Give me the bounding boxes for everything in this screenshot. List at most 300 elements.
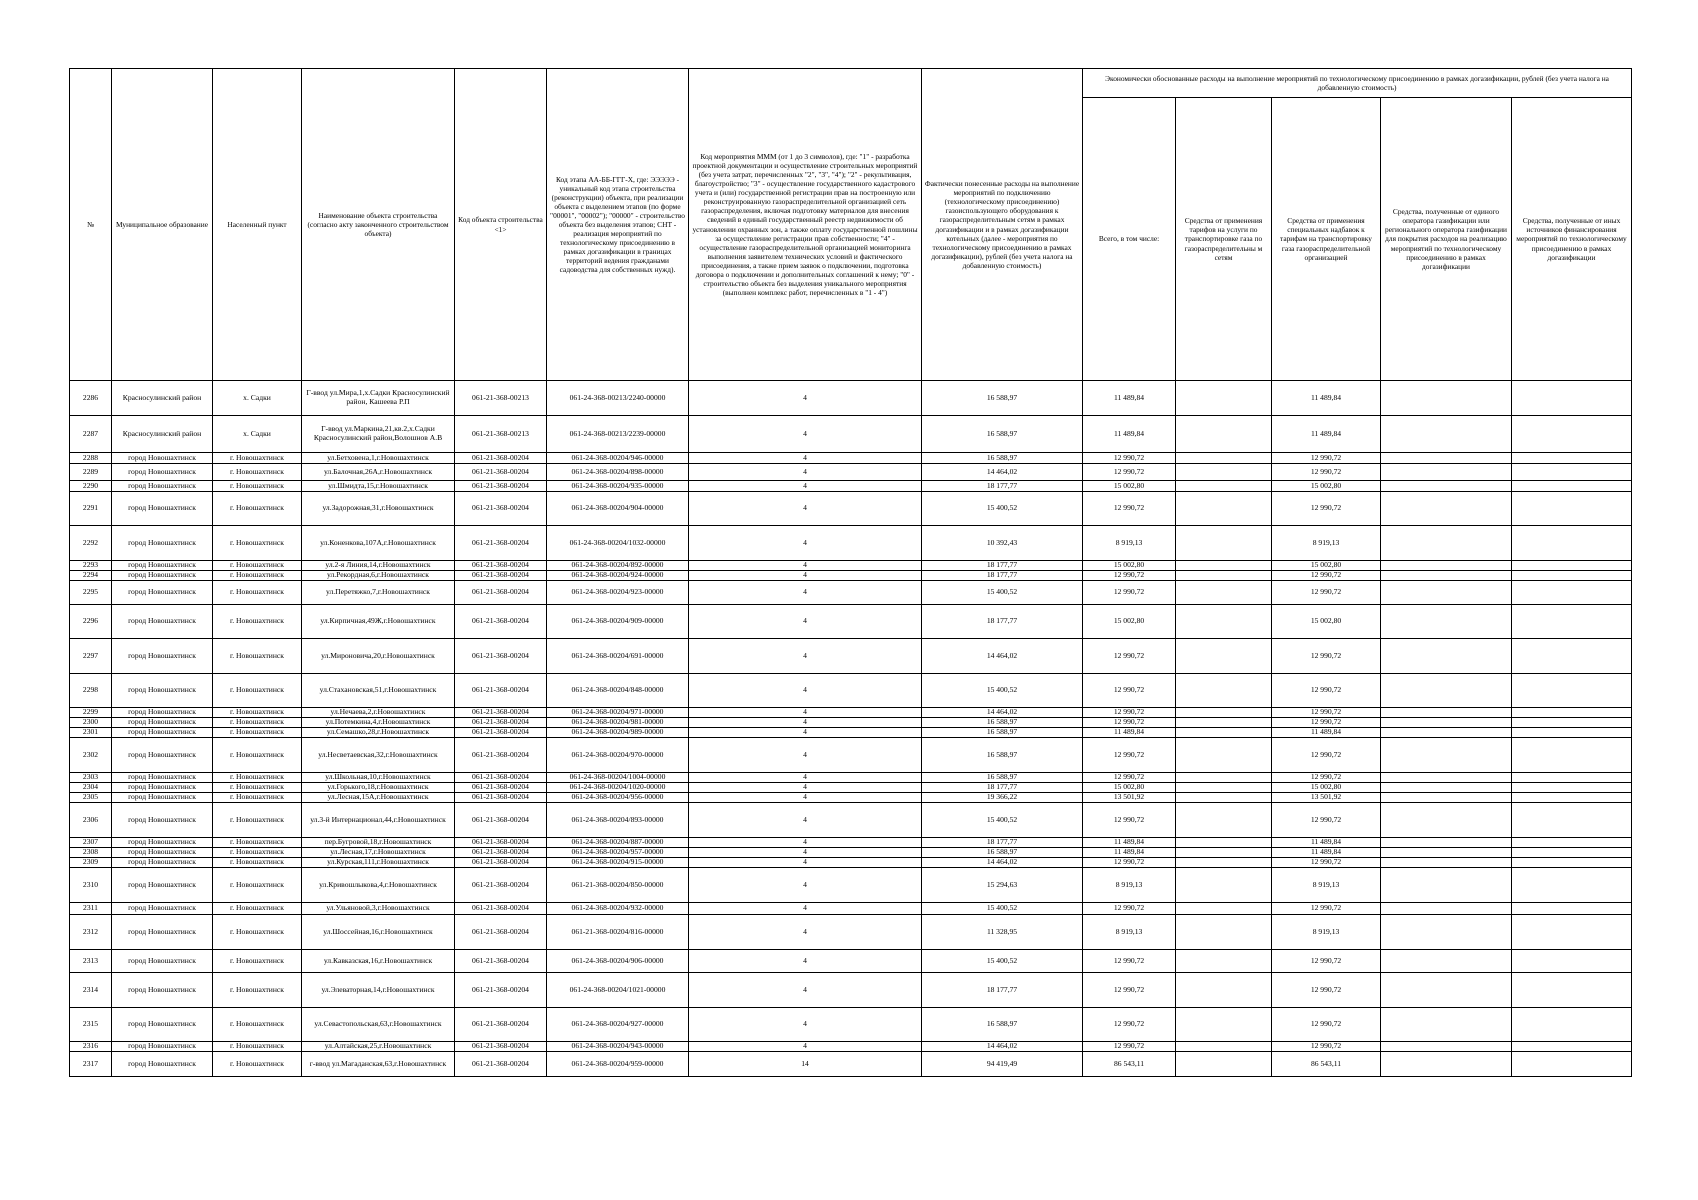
- row-single-operator: [1381, 718, 1512, 728]
- row-object-code: 061-21-368-00204: [455, 1052, 547, 1077]
- row-object-code: 061-21-368-00204: [455, 915, 547, 950]
- row-stage-code: 061-24-368-00204/970-00000: [547, 738, 689, 773]
- row-settlement: г. Новошахтинск: [213, 1008, 302, 1042]
- row-event-code: 4: [689, 848, 922, 858]
- row-other-sources: [1512, 903, 1632, 915]
- row-municipality: Красносулинский район: [112, 416, 213, 453]
- row-single-operator: [1381, 728, 1512, 738]
- row-tariff-transport: [1176, 838, 1272, 848]
- row-special-surcharge: 86 543,11: [1272, 1052, 1381, 1077]
- row-object-name: ул.Нечаева,2,г.Новошахтинск: [302, 708, 455, 718]
- row-settlement: г. Новошахтинск: [213, 950, 302, 973]
- table-row: [70, 738, 1632, 773]
- row-actual-costs: 16 588,97: [922, 773, 1083, 783]
- row-municipality: город Новошахтинск: [112, 950, 213, 973]
- row-actual-costs: 18 177,77: [922, 973, 1083, 1008]
- row-municipality: город Новошахтинск: [112, 738, 213, 773]
- row-object-code: 061-21-368-00204: [455, 973, 547, 1008]
- header-other-sources: Средства, полученные от иных источников финансирования мероприятий по технологическому присоединению в рамках догазификации: [1512, 98, 1632, 381]
- row-event-code: 4: [689, 492, 922, 526]
- row-settlement: г. Новошахтинск: [213, 728, 302, 738]
- row-object-name: пер.Бугровой,18,г.Новошахтинск: [302, 838, 455, 848]
- row-other-sources: [1512, 738, 1632, 773]
- row-object-name: ул.Балочная,26А,г.Новошахтинск: [302, 464, 455, 481]
- row-object-name: ул.Кривошлыкова,4,г.Новошахтинск: [302, 868, 455, 903]
- row-stage-code: 061-21-368-00204/816-00000: [547, 915, 689, 950]
- table-row: [70, 453, 1632, 464]
- row-num: 2296: [70, 605, 112, 639]
- table-row: [70, 1008, 1632, 1042]
- row-special-surcharge: 12 990,72: [1272, 453, 1381, 464]
- row-municipality: город Новошахтинск: [112, 868, 213, 903]
- row-event-code: 4: [689, 903, 922, 915]
- row-object-code: 061-21-368-00204: [455, 708, 547, 718]
- row-total: 12 990,72: [1083, 903, 1176, 915]
- row-num: 2302: [70, 738, 112, 773]
- row-total: 12 990,72: [1083, 674, 1176, 708]
- row-other-sources: [1512, 581, 1632, 605]
- header-object-code: Код объекта строительства <1>: [455, 69, 547, 381]
- row-stage-code: 061-24-368-00204/892-00000: [547, 561, 689, 571]
- row-num: 2288: [70, 453, 112, 464]
- row-object-name: ул.Мироновича,20,г.Новошахтинск: [302, 639, 455, 674]
- row-actual-costs: 18 177,77: [922, 561, 1083, 571]
- row-object-code: 061-21-368-00204: [455, 581, 547, 605]
- row-object-name: ул.Перетяжко,7,г.Новошахтинск: [302, 581, 455, 605]
- row-stage-code: 061-24-368-00204/932-00000: [547, 903, 689, 915]
- row-num: 2299: [70, 708, 112, 718]
- row-object-code: 061-21-368-00204: [455, 738, 547, 773]
- row-single-operator: [1381, 903, 1512, 915]
- row-single-operator: [1381, 561, 1512, 571]
- row-settlement: г. Новошахтинск: [213, 773, 302, 783]
- row-tariff-transport: [1176, 708, 1272, 718]
- row-special-surcharge: 11 489,84: [1272, 838, 1381, 848]
- row-special-surcharge: 8 919,13: [1272, 526, 1381, 561]
- row-tariff-transport: [1176, 858, 1272, 868]
- row-municipality: город Новошахтинск: [112, 858, 213, 868]
- row-num: 2312: [70, 915, 112, 950]
- row-municipality: город Новошахтинск: [112, 571, 213, 581]
- row-special-surcharge: 12 990,72: [1272, 718, 1381, 728]
- row-municipality: город Новошахтинск: [112, 1042, 213, 1052]
- row-num: 2313: [70, 950, 112, 973]
- table-row: [70, 492, 1632, 526]
- row-municipality: город Новошахтинск: [112, 728, 213, 738]
- row-single-operator: [1381, 738, 1512, 773]
- header-stage-code: Код этапа АА-ББ-ГГГ-Х, где: ЭЭЭЭЭ - уникальный код этапа строительства (реконструкции) объекта, при реализации объекта с выделением этапов (по форме "00001", "00002"); "00000" - строительство объекта без выделения этапов; СНТ - реализация мероприятий по технологическому присоединению в рамках догазификации в границах территорий ведения гражданами садоводства для собственных нужд).: [547, 69, 689, 381]
- row-single-operator: [1381, 674, 1512, 708]
- row-object-name: ул.Коненкова,107А,г.Новошахтинск: [302, 526, 455, 561]
- row-event-code: 14: [689, 1052, 922, 1077]
- row-municipality: город Новошахтинск: [112, 581, 213, 605]
- table-row: [70, 581, 1632, 605]
- row-special-surcharge: 12 990,72: [1272, 708, 1381, 718]
- row-object-name: ул.Лесная,15А,г.Новошахтинск: [302, 793, 455, 803]
- row-municipality: город Новошахтинск: [112, 848, 213, 858]
- row-stage-code: 061-24-368-00204/923-00000: [547, 581, 689, 605]
- table-row: [70, 783, 1632, 793]
- row-total: 12 990,72: [1083, 773, 1176, 783]
- row-tariff-transport: [1176, 464, 1272, 481]
- row-total: 8 919,13: [1083, 868, 1176, 903]
- row-municipality: город Новошахтинск: [112, 526, 213, 561]
- row-single-operator: [1381, 481, 1512, 492]
- row-settlement: г. Новошахтинск: [213, 639, 302, 674]
- row-object-name: ул.Рекордная,6,г.Новошахтинск: [302, 571, 455, 581]
- row-object-code: 061-21-368-00204: [455, 728, 547, 738]
- row-special-surcharge: 12 990,72: [1272, 903, 1381, 915]
- row-special-surcharge: 8 919,13: [1272, 868, 1381, 903]
- row-single-operator: [1381, 950, 1512, 973]
- row-other-sources: [1512, 793, 1632, 803]
- row-object-name: ул.Семашко,28,г.Новошахтинск: [302, 728, 455, 738]
- row-settlement: г. Новошахтинск: [213, 783, 302, 793]
- row-municipality: город Новошахтинск: [112, 561, 213, 571]
- row-actual-costs: 15 400,52: [922, 674, 1083, 708]
- row-settlement: г. Новошахтинск: [213, 561, 302, 571]
- row-actual-costs: 16 588,97: [922, 848, 1083, 858]
- header-special-surcharge: Средства от применения специальных надбавок к тарифам на транспортировку газа газораспределительной организацией: [1272, 98, 1381, 381]
- row-event-code: 4: [689, 526, 922, 561]
- row-other-sources: [1512, 868, 1632, 903]
- table-body: [70, 381, 1632, 1077]
- row-object-name: ул.Горького,18,г.Новошахтинск: [302, 783, 455, 793]
- header-total: Всего, в том числе:: [1083, 98, 1176, 381]
- row-total: 15 002,80: [1083, 481, 1176, 492]
- row-single-operator: [1381, 773, 1512, 783]
- row-object-code: 061-21-368-00204: [455, 783, 547, 793]
- row-municipality: город Новошахтинск: [112, 605, 213, 639]
- row-single-operator: [1381, 571, 1512, 581]
- row-tariff-transport: [1176, 1042, 1272, 1052]
- row-object-name: ул.Потемкина,4,г.Новошахтинск: [302, 718, 455, 728]
- row-event-code: 4: [689, 464, 922, 481]
- row-municipality: город Новошахтинск: [112, 674, 213, 708]
- row-event-code: 4: [689, 708, 922, 718]
- row-special-surcharge: 15 002,80: [1272, 605, 1381, 639]
- row-tariff-transport: [1176, 581, 1272, 605]
- row-actual-costs: 18 177,77: [922, 838, 1083, 848]
- row-settlement: х. Садки: [213, 416, 302, 453]
- row-other-sources: [1512, 1052, 1632, 1077]
- row-special-surcharge: 12 990,72: [1272, 674, 1381, 708]
- row-stage-code: 061-24-368-00204/893-00000: [547, 803, 689, 838]
- row-actual-costs: 19 366,22: [922, 793, 1083, 803]
- row-other-sources: [1512, 464, 1632, 481]
- row-num: 2289: [70, 464, 112, 481]
- row-special-surcharge: 12 990,72: [1272, 492, 1381, 526]
- row-actual-costs: 10 392,43: [922, 526, 1083, 561]
- row-object-code: 061-21-368-00204: [455, 1008, 547, 1042]
- row-num: 2314: [70, 973, 112, 1008]
- row-total: 13 501,92: [1083, 793, 1176, 803]
- row-tariff-transport: [1176, 915, 1272, 950]
- row-object-name: ул.Шмидта,15,г.Новошахтинск: [302, 481, 455, 492]
- row-actual-costs: 14 464,02: [922, 464, 1083, 481]
- row-special-surcharge: 12 990,72: [1272, 639, 1381, 674]
- row-settlement: г. Новошахтинск: [213, 858, 302, 868]
- row-other-sources: [1512, 571, 1632, 581]
- row-object-name: Г-ввод ул.Маркина,21,кв.2,х.Садки Красносулинский район,Волошнов А.В: [302, 416, 455, 453]
- row-settlement: г. Новошахтинск: [213, 526, 302, 561]
- row-tariff-transport: [1176, 381, 1272, 416]
- row-num: 2317: [70, 1052, 112, 1077]
- table-row: [70, 973, 1632, 1008]
- row-municipality: город Новошахтинск: [112, 773, 213, 783]
- row-actual-costs: 15 400,52: [922, 581, 1083, 605]
- row-settlement: г. Новошахтинск: [213, 1052, 302, 1077]
- row-settlement: г. Новошахтинск: [213, 464, 302, 481]
- row-single-operator: [1381, 581, 1512, 605]
- row-total: 12 990,72: [1083, 571, 1176, 581]
- row-tariff-transport: [1176, 848, 1272, 858]
- row-event-code: 4: [689, 581, 922, 605]
- row-tariff-transport: [1176, 718, 1272, 728]
- row-total: 15 002,80: [1083, 605, 1176, 639]
- row-object-code: 061-21-368-00204: [455, 561, 547, 571]
- row-tariff-transport: [1176, 738, 1272, 773]
- row-event-code: 4: [689, 639, 922, 674]
- row-stage-code: 061-24-368-00204/1021-00000: [547, 973, 689, 1008]
- row-num: 2292: [70, 526, 112, 561]
- header-event-code: Код мероприятия МММ (от 1 до 3 символов), где: "1" - разработка проектной документации и осуществление строительных мероприятий (без учета затрат, перечисленных "2", "3", "4"); "2" - рекультивация, благоустройство; "3" - осуществление государственного кадастрового учета и (или) государственной регистрации прав на построенную или реконструированную газораспределительной организацией сеть газораспределения, включая подготовку материалов для внесения сведений в единый государственный реестр недвижимости об установлении охранных зон, а также оплату государственной пошлины за осуществление регистрации прав собственности; "4" - осуществление газораспределительной организацией мониторинга выполнения заявителем технических условий и фактического присоединения, а также прием заявок о подключении, подготовка договора о подключении и дополнительных соглашений к нему; "0" - строительство объекта без выделения уникального мероприятия (выполнен комплекс работ, перечисленных в "1 - 4"): [689, 69, 922, 381]
- row-municipality: город Новошахтинск: [112, 783, 213, 793]
- row-actual-costs: 16 588,97: [922, 416, 1083, 453]
- row-stage-code: 061-24-368-00204/971-00000: [547, 708, 689, 718]
- table-row: [70, 793, 1632, 803]
- header-municipality: Муниципальное образование: [112, 69, 213, 381]
- row-other-sources: [1512, 481, 1632, 492]
- row-num: 2301: [70, 728, 112, 738]
- row-municipality: город Новошахтинск: [112, 453, 213, 464]
- row-total: 86 543,11: [1083, 1052, 1176, 1077]
- row-other-sources: [1512, 492, 1632, 526]
- row-event-code: 4: [689, 674, 922, 708]
- row-num: 2309: [70, 858, 112, 868]
- table-row: [70, 605, 1632, 639]
- row-stage-code: 061-24-368-00204/935-00000: [547, 481, 689, 492]
- table-row: [70, 674, 1632, 708]
- row-stage-code: 061-24-368-00204/898-00000: [547, 464, 689, 481]
- row-settlement: г. Новошахтинск: [213, 581, 302, 605]
- row-actual-costs: 14 464,02: [922, 708, 1083, 718]
- row-total: 11 489,84: [1083, 838, 1176, 848]
- row-settlement: г. Новошахтинск: [213, 481, 302, 492]
- table-row: [70, 868, 1632, 903]
- row-object-name: ул.3-й Интернационал,44,г.Новошахтинск: [302, 803, 455, 838]
- row-event-code: 4: [689, 973, 922, 1008]
- row-actual-costs: 18 177,77: [922, 571, 1083, 581]
- row-num: 2308: [70, 848, 112, 858]
- row-stage-code: 061-24-368-00204/989-00000: [547, 728, 689, 738]
- row-stage-code: 061-24-368-00204/915-00000: [547, 858, 689, 868]
- row-other-sources: [1512, 915, 1632, 950]
- row-tariff-transport: [1176, 416, 1272, 453]
- row-object-name: ул.Севастопольская,63,г.Новошахтинск: [302, 1008, 455, 1042]
- row-num: 2287: [70, 416, 112, 453]
- row-single-operator: [1381, 708, 1512, 718]
- row-settlement: г. Новошахтинск: [213, 738, 302, 773]
- row-total: 12 990,72: [1083, 1042, 1176, 1052]
- row-stage-code: 061-24-368-00204/909-00000: [547, 605, 689, 639]
- row-object-name: ул.Элеваторная,14,г.Новошахтинск: [302, 973, 455, 1008]
- row-special-surcharge: 12 990,72: [1272, 973, 1381, 1008]
- row-other-sources: [1512, 838, 1632, 848]
- row-municipality: город Новошахтинск: [112, 708, 213, 718]
- row-tariff-transport: [1176, 903, 1272, 915]
- row-single-operator: [1381, 838, 1512, 848]
- row-tariff-transport: [1176, 803, 1272, 838]
- row-special-surcharge: 15 002,80: [1272, 783, 1381, 793]
- row-other-sources: [1512, 639, 1632, 674]
- row-other-sources: [1512, 783, 1632, 793]
- header-single-operator: Средства, полученные от единого оператора газификации или регионального оператора газификации для покрытия расходов на реализацию мероприятий по технологическому присоединению в рамках догазификации: [1381, 98, 1512, 381]
- row-object-code: 061-21-368-00204: [455, 950, 547, 973]
- row-total: 12 990,72: [1083, 1008, 1176, 1042]
- row-other-sources: [1512, 453, 1632, 464]
- row-tariff-transport: [1176, 728, 1272, 738]
- table-row: [70, 526, 1632, 561]
- row-stage-code: 061-24-368-00204/1032-00000: [547, 526, 689, 561]
- row-settlement: г. Новошахтинск: [213, 793, 302, 803]
- row-object-code: 061-21-368-00204: [455, 803, 547, 838]
- row-object-name: ул.Бетховена,1,г.Новошахтинск: [302, 453, 455, 464]
- row-actual-costs: 15 400,52: [922, 950, 1083, 973]
- table-row: [70, 416, 1632, 453]
- table-row: [70, 481, 1632, 492]
- row-object-name: ул.Кавказская,16,г.Новошахтинск: [302, 950, 455, 973]
- row-stage-code: 061-24-368-00204/904-00000: [547, 492, 689, 526]
- row-actual-costs: 18 177,77: [922, 481, 1083, 492]
- row-total: 12 990,72: [1083, 738, 1176, 773]
- row-object-name: ул.2-я Линия,14,г.Новошахтинск: [302, 561, 455, 571]
- table-row: [70, 803, 1632, 838]
- row-event-code: 4: [689, 950, 922, 973]
- row-tariff-transport: [1176, 481, 1272, 492]
- row-event-code: 4: [689, 915, 922, 950]
- row-num: 2304: [70, 783, 112, 793]
- row-total: 15 002,80: [1083, 561, 1176, 571]
- row-single-operator: [1381, 868, 1512, 903]
- row-tariff-transport: [1176, 492, 1272, 526]
- header-tariff-transport: Средства от применения тарифов на услуги по транспортировке газа по газораспределительны м сетям: [1176, 98, 1272, 381]
- row-settlement: г. Новошахтинск: [213, 848, 302, 858]
- row-object-code: 061-21-368-00204: [455, 526, 547, 561]
- row-event-code: 4: [689, 416, 922, 453]
- row-single-operator: [1381, 793, 1512, 803]
- row-total: 12 990,72: [1083, 639, 1176, 674]
- row-tariff-transport: [1176, 783, 1272, 793]
- row-num: 2303: [70, 773, 112, 783]
- row-stage-code: 061-24-368-00213/2239-00000: [547, 416, 689, 453]
- row-municipality: город Новошахтинск: [112, 903, 213, 915]
- row-object-name: ул.Алтайская,25,г.Новошахтинск: [302, 1042, 455, 1052]
- row-object-code: 061-21-368-00204: [455, 793, 547, 803]
- table-row: [70, 1052, 1632, 1077]
- row-event-code: 4: [689, 728, 922, 738]
- row-other-sources: [1512, 973, 1632, 1008]
- row-actual-costs: 16 588,97: [922, 453, 1083, 464]
- row-num: 2305: [70, 793, 112, 803]
- row-event-code: 4: [689, 381, 922, 416]
- row-special-surcharge: 12 990,72: [1272, 1008, 1381, 1042]
- row-stage-code: 061-24-368-00204/1020-00000: [547, 783, 689, 793]
- row-special-surcharge: 12 990,72: [1272, 803, 1381, 838]
- row-num: 2294: [70, 571, 112, 581]
- row-object-code: 061-21-368-00204: [455, 481, 547, 492]
- row-actual-costs: 15 294,63: [922, 868, 1083, 903]
- row-municipality: город Новошахтинск: [112, 639, 213, 674]
- row-total: 12 990,72: [1083, 950, 1176, 973]
- row-single-operator: [1381, 915, 1512, 950]
- row-stage-code: 061-21-368-00204/850-00000: [547, 868, 689, 903]
- row-tariff-transport: [1176, 674, 1272, 708]
- row-stage-code: 061-24-368-00204/957-00000: [547, 848, 689, 858]
- row-other-sources: [1512, 773, 1632, 783]
- row-actual-costs: 16 588,97: [922, 381, 1083, 416]
- row-total: 12 990,72: [1083, 718, 1176, 728]
- row-event-code: 4: [689, 803, 922, 838]
- row-special-surcharge: 12 990,72: [1272, 950, 1381, 973]
- row-actual-costs: 15 400,52: [922, 803, 1083, 838]
- row-tariff-transport: [1176, 561, 1272, 571]
- row-num: 2310: [70, 868, 112, 903]
- row-settlement: г. Новошахтинск: [213, 838, 302, 848]
- row-object-name: г-ввод ул.Магаданская,63,г.Новошахтинск: [302, 1052, 455, 1077]
- row-num: 2306: [70, 803, 112, 838]
- row-single-operator: [1381, 639, 1512, 674]
- row-object-code: 061-21-368-00204: [455, 571, 547, 581]
- row-municipality: город Новошахтинск: [112, 718, 213, 728]
- row-special-surcharge: 15 002,80: [1272, 481, 1381, 492]
- row-object-code: 061-21-368-00213: [455, 416, 547, 453]
- row-object-code: 061-21-368-00204: [455, 639, 547, 674]
- row-other-sources: [1512, 674, 1632, 708]
- row-object-name: ул.Шоссейная,16,г.Новошахтинск: [302, 915, 455, 950]
- row-stage-code: 061-24-368-00204/906-00000: [547, 950, 689, 973]
- row-object-code: 061-21-368-00204: [455, 453, 547, 464]
- row-tariff-transport: [1176, 526, 1272, 561]
- row-tariff-transport: [1176, 453, 1272, 464]
- row-actual-costs: 18 177,77: [922, 605, 1083, 639]
- row-special-surcharge: 11 489,84: [1272, 381, 1381, 416]
- row-total: 12 990,72: [1083, 973, 1176, 1008]
- table-row: [70, 708, 1632, 718]
- row-special-surcharge: 12 990,72: [1272, 773, 1381, 783]
- row-stage-code: 061-24-368-00204/927-00000: [547, 1008, 689, 1042]
- row-tariff-transport: [1176, 605, 1272, 639]
- row-object-code: 061-21-368-00204: [455, 605, 547, 639]
- table-row: [70, 903, 1632, 915]
- row-object-code: 061-21-368-00204: [455, 848, 547, 858]
- row-actual-costs: 14 464,02: [922, 1042, 1083, 1052]
- row-single-operator: [1381, 1042, 1512, 1052]
- row-object-code: 061-21-368-00204: [455, 773, 547, 783]
- row-special-surcharge: 12 990,72: [1272, 581, 1381, 605]
- row-num: 2290: [70, 481, 112, 492]
- row-total: 11 489,84: [1083, 381, 1176, 416]
- row-stage-code: 061-24-368-00204/887-00000: [547, 838, 689, 848]
- table-row: [70, 915, 1632, 950]
- row-stage-code: 061-24-368-00204/943-00000: [547, 1042, 689, 1052]
- row-settlement: г. Новошахтинск: [213, 973, 302, 1008]
- row-tariff-transport: [1176, 950, 1272, 973]
- row-event-code: 4: [689, 858, 922, 868]
- row-other-sources: [1512, 1008, 1632, 1042]
- row-other-sources: [1512, 416, 1632, 453]
- row-actual-costs: 14 464,02: [922, 858, 1083, 868]
